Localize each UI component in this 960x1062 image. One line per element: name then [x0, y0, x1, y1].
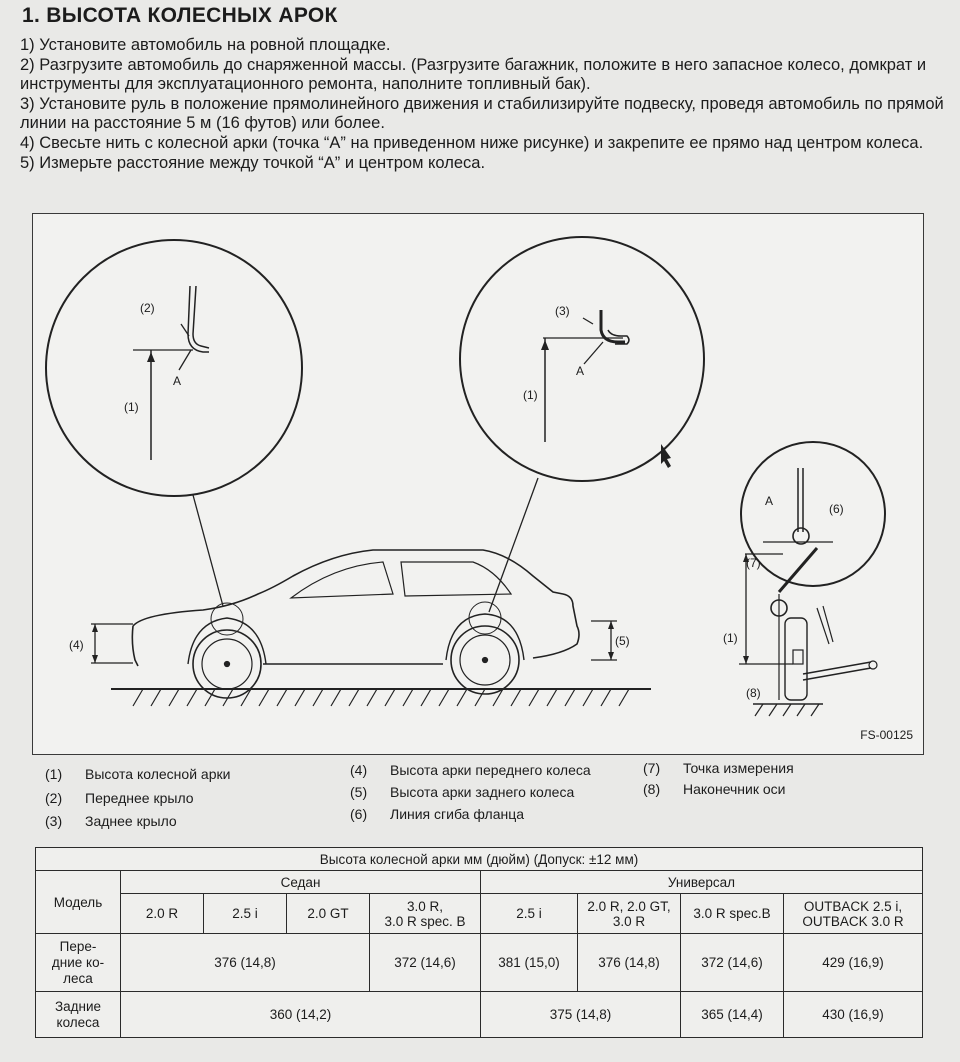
front-value-wagon-25i: 381 (15,0) — [481, 934, 578, 992]
model-wagon-outback: OUTBACK 2.5 i, OUTBACK 3.0 R — [784, 894, 923, 934]
model-sedan-20gt: 2.0 GT — [287, 894, 370, 934]
label-6: (6) — [829, 502, 844, 516]
model-wagon-25i: 2.5 i — [481, 894, 578, 934]
legend-item-4: (4) Высота арки переднего колеса — [350, 762, 591, 778]
label-1-front: (1) — [124, 400, 139, 414]
step-2: 2) Разгрузите автомобиль до снаряженной массы. (Разгрузите багажник, положите в него запасное колесо, домкрат и инструменты для эксплуатационного ремонта, наполните топливный бак). — [20, 55, 927, 94]
label-point-a-front: A — [173, 374, 182, 388]
diagram-drawing — [33, 214, 923, 754]
model-wagon-20r: 2.0 R, 2.0 GT, 3.0 R — [578, 894, 681, 934]
label-8: (8) — [746, 686, 761, 700]
wheel-arch-diagram — [32, 213, 924, 755]
model-wagon-30rspecb: 3.0 R spec.B — [681, 894, 784, 934]
axle-detail-circle — [741, 442, 885, 586]
label-3: (3) — [555, 304, 570, 318]
rear-detail-circle — [460, 237, 704, 481]
label-2: (2) — [140, 301, 155, 315]
label-point-a-rear: A — [576, 364, 585, 378]
front-value-wagon-20r: 376 (14,8) — [578, 934, 681, 992]
model-header: Модель — [36, 871, 121, 934]
legend-item-2: (2) Переднее крыло — [45, 790, 194, 806]
legend-item-6: (6) Линия сгиба фланца — [350, 806, 525, 822]
step-4: 4) Свесьте нить с колесной арки (точка “A” на приведенном ниже рисунке) и закрепите ее прямо над центром колеса. — [20, 133, 924, 152]
table-caption: Высота колесной арки мм (дюйм) (Допуск: ±12 мм) — [36, 848, 923, 871]
figure-id: FS-00125 — [860, 728, 913, 742]
label-7: (7) — [746, 556, 761, 570]
front-value-outback: 429 (16,9) — [784, 934, 923, 992]
rear-value-sedan: 360 (14,2) — [121, 992, 481, 1038]
label-4: (4) — [69, 638, 84, 652]
wagon-header: Универсал — [481, 871, 923, 894]
legend-item-5: (5) Высота арки заднего колеса — [350, 784, 575, 800]
legend-item-7: (7) Точка измерения — [643, 760, 794, 776]
front-detail-circle — [46, 240, 302, 496]
front-value-sedan-group: 376 (14,8) — [121, 934, 370, 992]
instruction-steps — [20, 36, 945, 173]
label-1-rear: (1) — [523, 388, 538, 402]
step-5: 5) Измерьте расстояние между точкой “A” и центром колеса. — [20, 153, 486, 172]
label-5: (5) — [615, 634, 630, 648]
legend-item-3: (3) Заднее крыло — [45, 813, 177, 829]
model-sedan-25i: 2.5 i — [204, 894, 287, 934]
front-wheels-label: Пере- дние ко- леса — [36, 934, 121, 992]
figure-legend — [45, 760, 925, 835]
front-value-wagon-30rspecb: 372 (14,6) — [681, 934, 784, 992]
rear-value-wagon-30rspecb: 365 (14,4) — [681, 992, 784, 1038]
model-sedan-30r: 3.0 R, 3.0 R spec. B — [370, 894, 481, 934]
wheel-arch-height-table — [35, 847, 923, 1038]
legend-item-1: (1) Высота колесной арки — [45, 766, 231, 782]
legend-item-8: (8) Наконечник оси — [643, 781, 786, 797]
rear-value-outback: 430 (16,9) — [784, 992, 923, 1038]
front-value-sedan-30r: 372 (14,6) — [370, 934, 481, 992]
label-point-a-axle: A — [765, 494, 774, 508]
section-title: 1. ВЫСОТА КОЛЕСНЫХ АРОК — [22, 4, 338, 27]
sedan-header: Седан — [121, 871, 481, 894]
rear-wheels-label: Задние колеса — [36, 992, 121, 1038]
model-sedan-20r: 2.0 R — [121, 894, 204, 934]
label-1-axle: (1) — [723, 631, 738, 645]
step-1: 1) Установите автомобиль на ровной площадке. — [20, 36, 391, 54]
rear-value-wagon-group: 375 (14,8) — [481, 992, 681, 1038]
step-3: 3) Установите руль в положение прямолинейного движения и стабилизируйте подвеску, проведя автомобиль по прямой линии на расстояние 5 м (16 футов) или более. — [20, 94, 944, 133]
